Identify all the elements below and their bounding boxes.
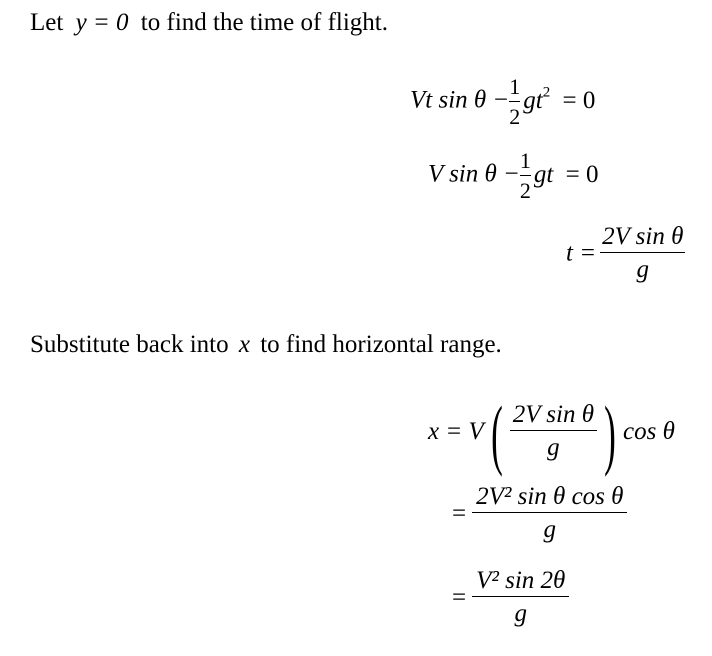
range1-fraction <box>510 402 597 460</box>
sub-suffix: to find horizontal range. <box>260 331 502 358</box>
range3-numerator: V² sin 2θ <box>476 567 566 594</box>
sub-prefix: Substitute back into <box>30 331 229 358</box>
equation-range-substituted <box>428 390 675 477</box>
range1-denominator: g <box>547 434 560 461</box>
range1-numerator: 2V sin θ <box>512 401 595 428</box>
equation-range-final <box>452 568 569 626</box>
range2-equals: = <box>452 499 467 527</box>
sub-variable: x <box>238 331 250 358</box>
intro-condition: y = 0 <box>75 9 129 36</box>
range1-lhs: x = V <box>428 417 484 445</box>
intro-suffix: to find the time of flight. <box>140 9 388 36</box>
eq3-lhs: t = <box>566 239 597 267</box>
eq1-numerator: 1 <box>509 74 521 99</box>
range3-fraction <box>472 568 569 626</box>
range2-fraction <box>472 484 627 542</box>
equation-divided <box>428 150 598 202</box>
eq2-numerator: 1 <box>519 148 531 173</box>
equation-range-expanded <box>452 484 627 542</box>
intro-prefix: Let <box>30 9 64 36</box>
eq3-numerator: 2V sin θ <box>602 223 684 250</box>
fraction-bar <box>510 430 597 431</box>
eq3-fraction <box>600 224 685 282</box>
eq2-term: gt <box>533 160 554 188</box>
eq2-lhs: V sin θ − <box>428 160 520 188</box>
intro-sentence <box>30 10 388 35</box>
left-parenthesis: ( <box>490 390 503 477</box>
right-parenthesis: ) <box>604 390 616 477</box>
range1-tail: cos θ <box>623 417 675 445</box>
substitute-sentence <box>30 332 502 357</box>
range3-equals: = <box>452 583 467 611</box>
range3-denominator: g <box>514 600 527 627</box>
eq1-denominator: 2 <box>509 104 521 129</box>
equation-vertical-position <box>410 76 595 128</box>
fraction-bar <box>472 512 627 513</box>
eq2-half-fraction <box>520 150 531 202</box>
equation-time-of-flight <box>566 224 685 282</box>
eq2-denominator: 2 <box>519 178 531 203</box>
eq2-rhs: = 0 <box>565 160 599 188</box>
eq1-lhs: Vt sin θ − <box>410 86 510 114</box>
range2-numerator: 2V² sin θ cos θ <box>476 483 624 510</box>
eq3-denominator: g <box>636 256 649 283</box>
fraction-bar <box>520 175 531 176</box>
fraction-bar <box>600 252 685 253</box>
eq1-rhs: = 0 <box>562 86 596 114</box>
range2-denominator: g <box>543 516 557 543</box>
eq1-term: gt <box>523 86 543 114</box>
fraction-bar <box>472 596 569 597</box>
fraction-bar <box>509 101 520 102</box>
eq1-exponent: 2 <box>542 84 551 101</box>
eq1-half-fraction <box>509 76 520 128</box>
